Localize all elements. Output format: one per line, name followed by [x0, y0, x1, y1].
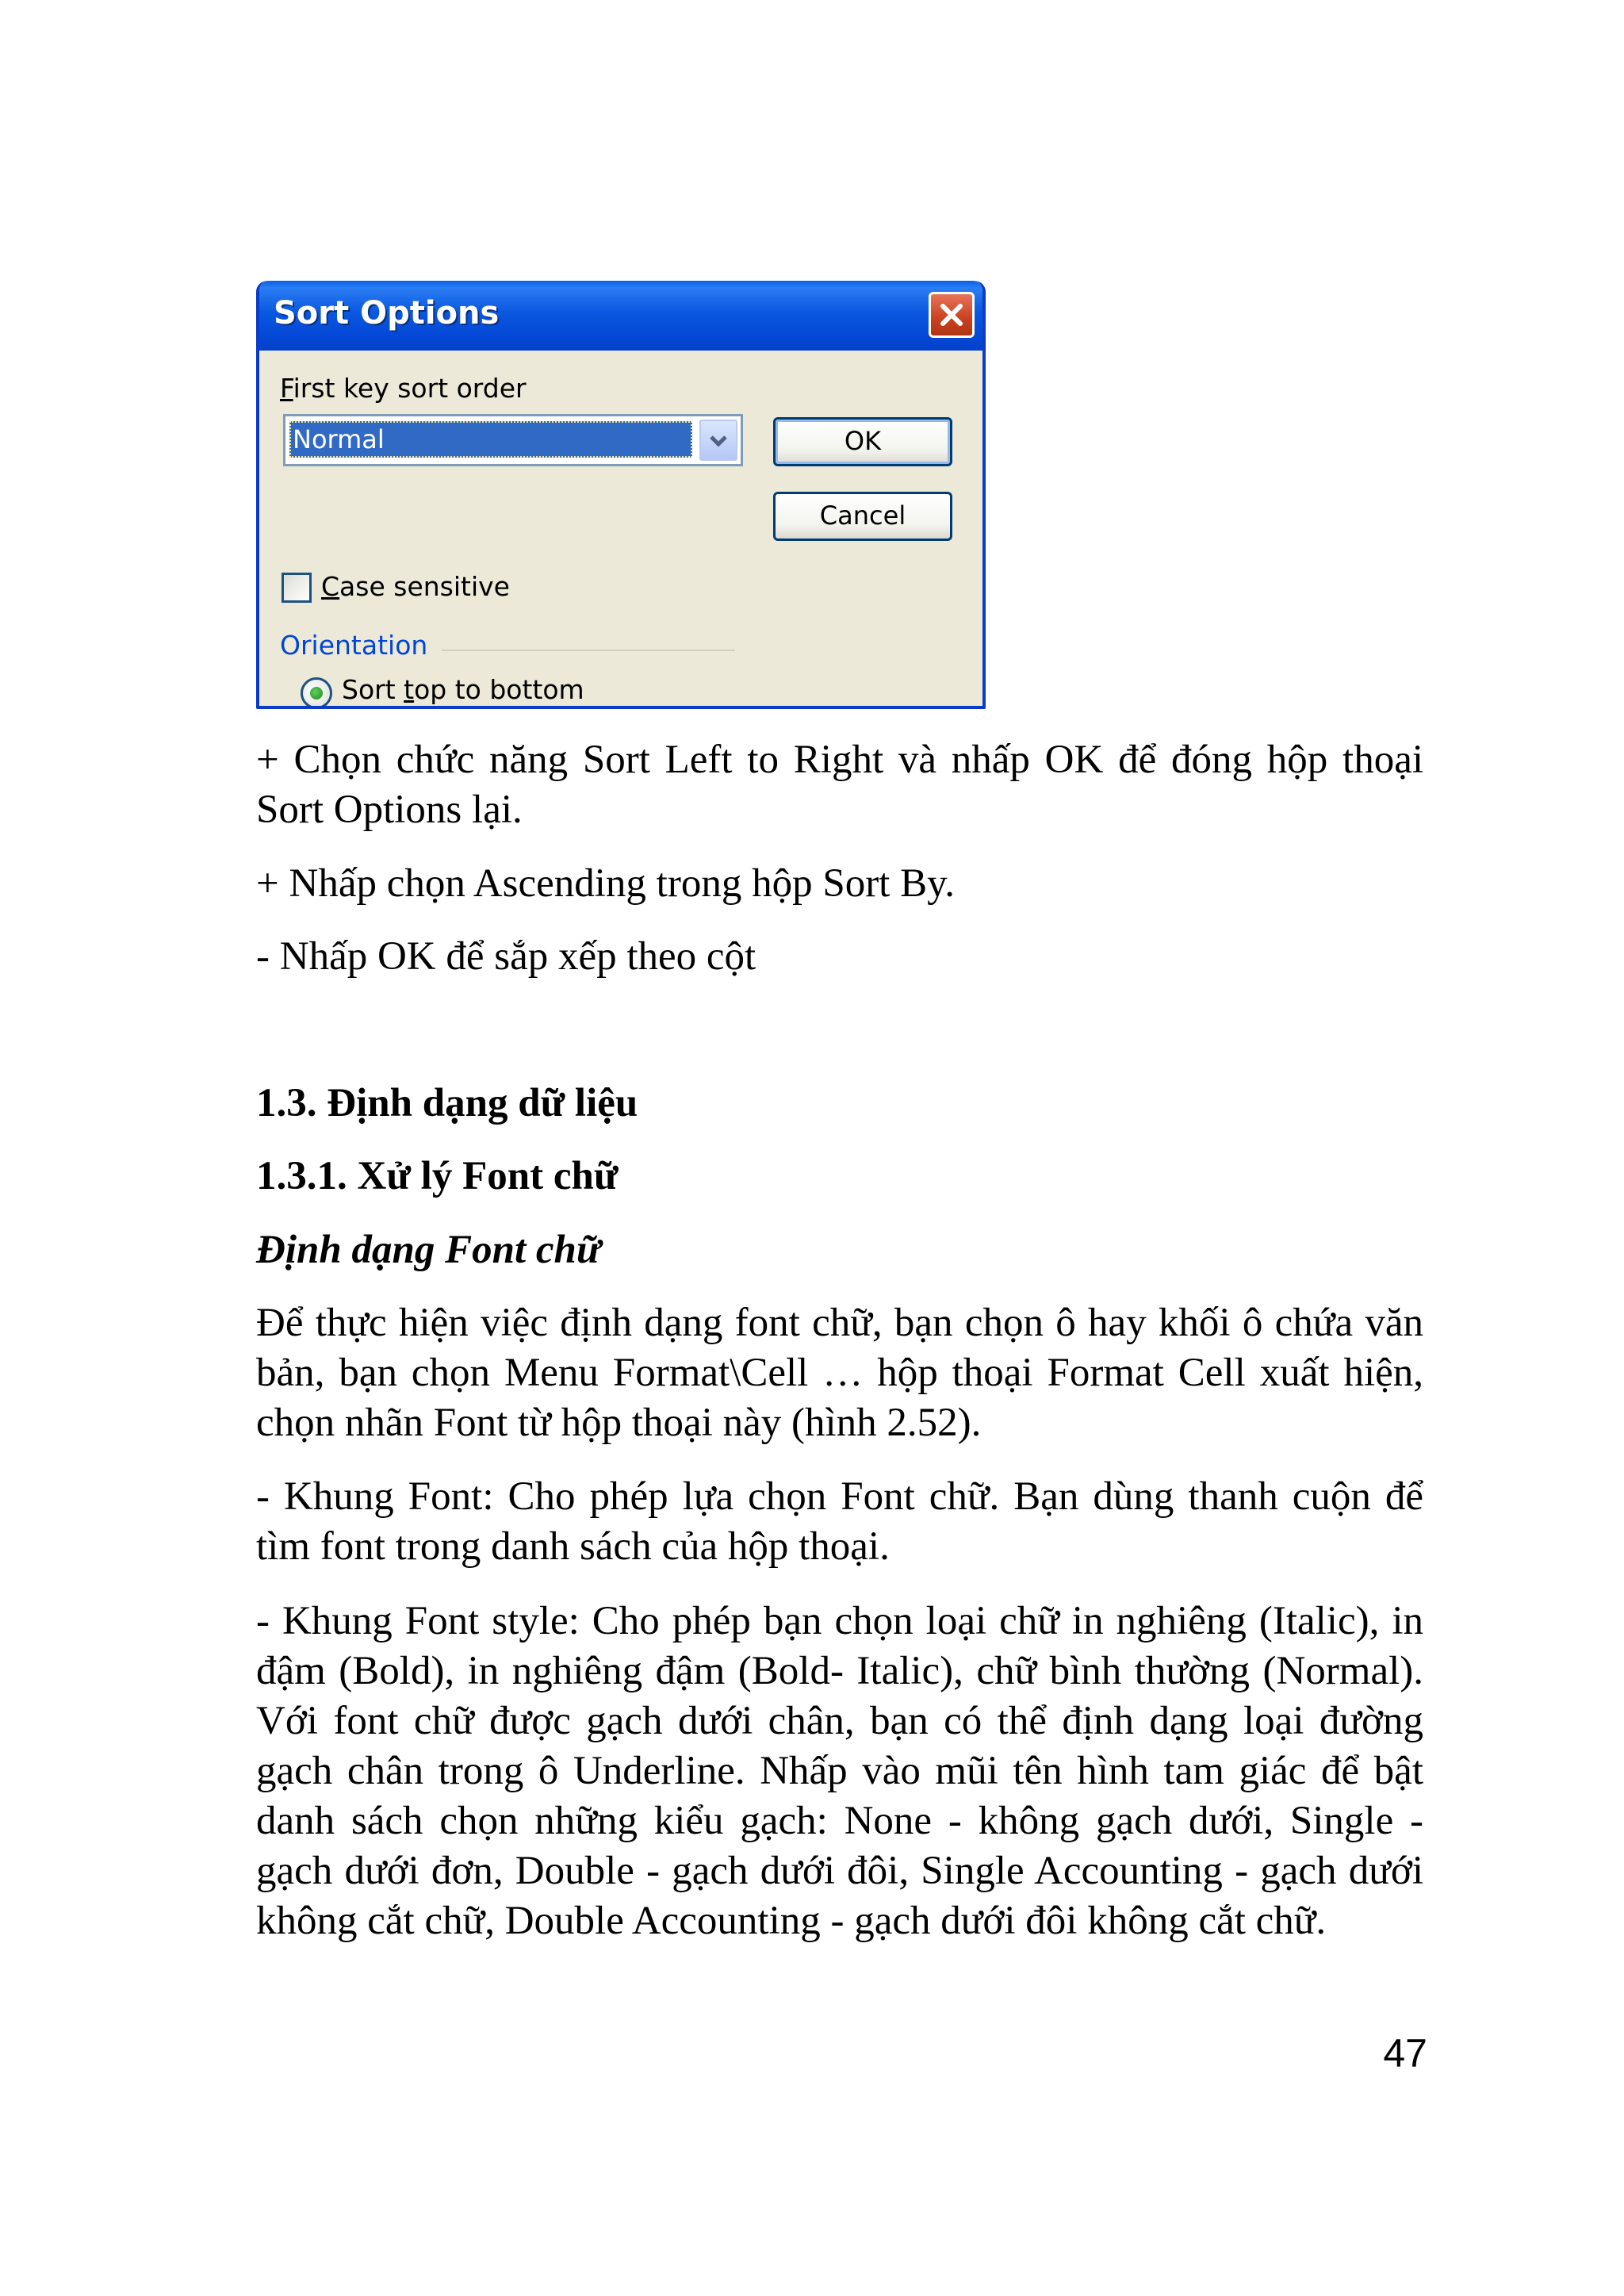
close-button[interactable]: [929, 292, 975, 338]
topic-heading: Định dạng Font chữ: [256, 1228, 601, 1272]
paragraph-sort-left-to-right: + Chọn chức năng Sort Left to Right và nhấp OK để đóng hộp thoại Sort Options lại.: [256, 738, 1423, 832]
paragraph-format-cell: Để thực hiện việc định dạng font chữ, bạn chọn ô hay khối ô chứa văn bản, bạn chọn Menu Format\Cell … hộp thoại Format Cell xuất hiện, chọn nhãn Font từ hộp thoại này (hình 2.52).: [256, 1301, 1423, 1445]
first-key-sort-order-label: First key sort order: [280, 373, 527, 404]
dropdown-arrow-button[interactable]: [699, 420, 737, 461]
first-key-sort-order-dropdown[interactable]: [283, 414, 743, 466]
close-icon: [938, 301, 965, 328]
ok-button[interactable]: OK: [773, 417, 952, 466]
cancel-button[interactable]: Cancel: [773, 492, 952, 541]
orientation-group-label: Orientation: [280, 630, 428, 661]
dialog-titlebar: [259, 281, 982, 351]
orientation-group-divider: [442, 650, 735, 651]
sort-top-to-bottom-radio[interactable]: [301, 677, 332, 709]
paragraph-ascending: + Nhấp chọn Ascending trong hộp Sort By.: [256, 861, 956, 906]
case-sensitive-label: Case sensitive: [321, 571, 510, 602]
subsection-heading: 1.3.1. Xử lý Font chữ: [256, 1154, 619, 1198]
page-number: 47: [1383, 2031, 1427, 2076]
case-sensitive-checkbox[interactable]: [282, 573, 312, 603]
first-key-sort-order-value: Normal: [289, 421, 692, 458]
sort-top-to-bottom-label: Sort top to bottom: [342, 674, 584, 705]
section-heading: 1.3. Định dạng dữ liệu: [256, 1081, 638, 1125]
paragraph-font-frame: - Khung Font: Cho phép lựa chọn Font chữ. Bạn dùng thanh cuộn để tìm font trong danh sách của hộp thoại.: [256, 1474, 1423, 1569]
chevron-down-icon: [708, 431, 729, 451]
paragraph-font-style: - Khung Font style: Cho phép bạn chọn loại chữ in nghiêng (Italic), in đậm (Bold), in nghiêng đậm (Bold- Italic), chữ bình thường (Normal). Với font chữ được gạch dưới chân, bạn có thể định dạng loại đường gạch chân trong ô Underline. Nhấp vào mũi tên hình tam giác để bật danh sách chọn những kiểu gạch: None - không gạch dưới, Single - gạch dưới đơn, Double - gạch dưới đôi, Single Accounting - gạch dưới không cắt chữ, Double Accounting - gạch dưới đôi không cắt chữ.: [256, 1599, 1423, 1943]
dialog-title: Sort Options: [274, 295, 500, 332]
radio-selected-dot: [310, 687, 323, 700]
paragraph-ok-sort: - Nhấp OK để sắp xếp theo cột: [256, 934, 756, 979]
dialog-body: [259, 351, 982, 706]
sort-options-dialog: [256, 281, 986, 709]
